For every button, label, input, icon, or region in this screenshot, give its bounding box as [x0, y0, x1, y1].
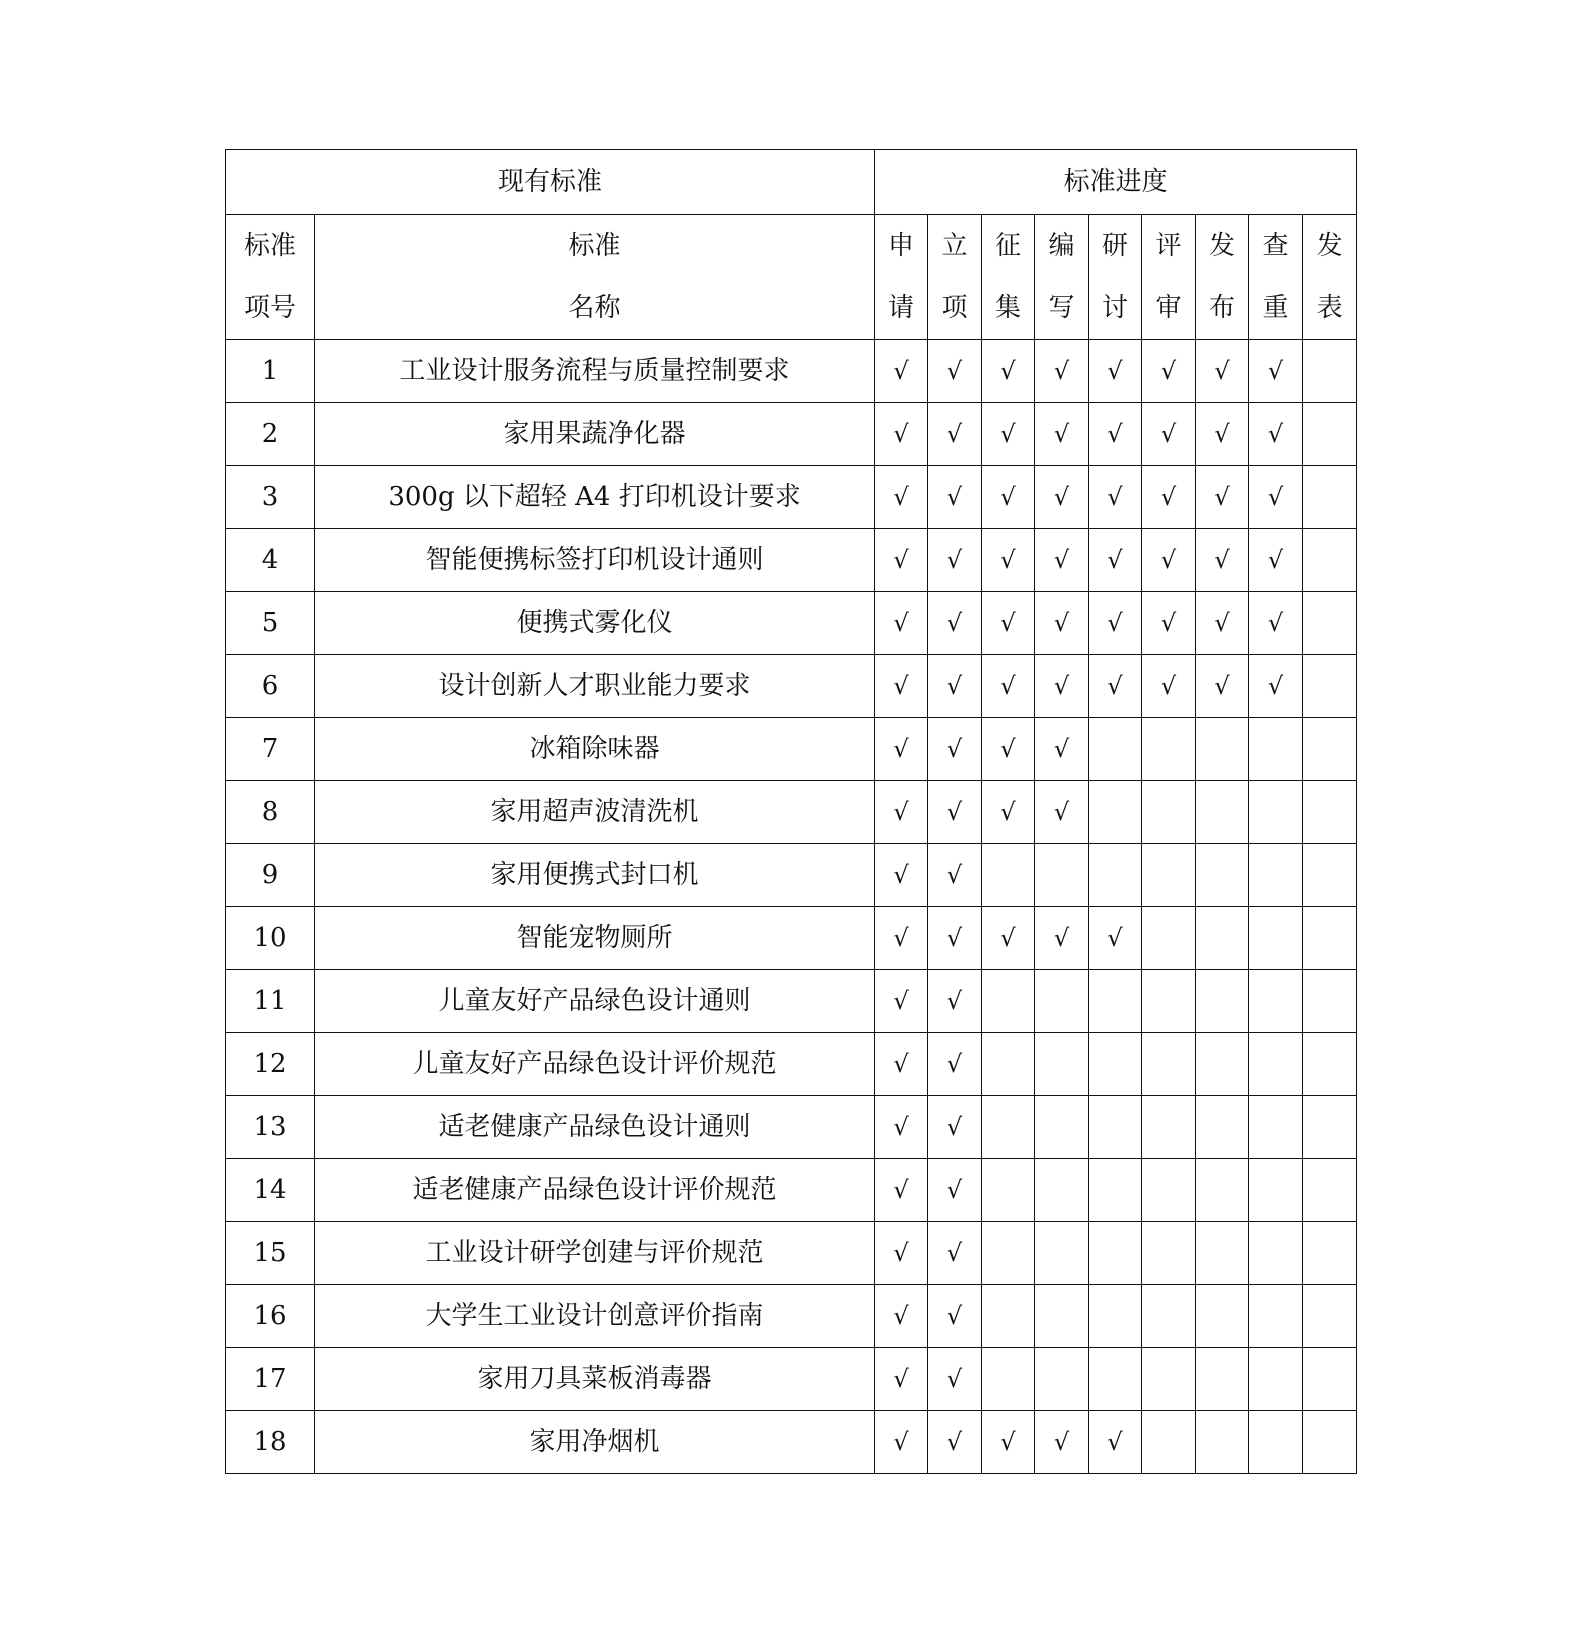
- stage-status-cell: [1142, 1096, 1196, 1159]
- stage-check-mark: √: [1249, 340, 1303, 403]
- header-name-line-2: 名称: [568, 293, 621, 323]
- row-number: 9: [226, 844, 315, 907]
- stage-status-cell: [982, 1348, 1035, 1411]
- stage-check-mark: √: [928, 718, 982, 781]
- stage-status-cell: [1142, 1159, 1196, 1222]
- stage-status-cell: [982, 1222, 1035, 1285]
- stage-status-cell: [1303, 1222, 1357, 1285]
- stage-check-mark: √: [928, 1033, 982, 1096]
- stage-status-cell: [1249, 1222, 1303, 1285]
- stage-check-mark: √: [928, 907, 982, 970]
- header-stage-5: [1142, 215, 1196, 340]
- stage-check-mark: √: [1035, 655, 1089, 718]
- row-number: 3: [226, 466, 315, 529]
- stage-status-cell: [1196, 1348, 1249, 1411]
- row-standard-name: 智能便携标签打印机设计通则: [315, 529, 875, 592]
- stage-status-cell: [1303, 1096, 1357, 1159]
- stage-status-cell: [1035, 1285, 1089, 1348]
- row-number: 11: [226, 970, 315, 1033]
- stage-status-cell: [1089, 970, 1142, 1033]
- row-standard-name: 家用便携式封口机: [315, 844, 875, 907]
- stage-check-mark: √: [875, 1285, 928, 1348]
- stage-check-mark: √: [1089, 907, 1142, 970]
- stage-check-mark: √: [875, 844, 928, 907]
- stage-status-cell: [1249, 781, 1303, 844]
- stage-status-cell: [1303, 403, 1357, 466]
- stage-status-cell: [1089, 1096, 1142, 1159]
- stage-check-mark: √: [982, 403, 1035, 466]
- stage-status-cell: [1249, 970, 1303, 1033]
- stage-status-cell: [1303, 907, 1357, 970]
- stage-check-mark: √: [928, 529, 982, 592]
- stage-status-cell: [1249, 1285, 1303, 1348]
- stage-check-mark: √: [1249, 466, 1303, 529]
- stage-status-cell: [1196, 1159, 1249, 1222]
- stage-status-cell: [1303, 970, 1357, 1033]
- stage-status-cell: [1249, 1411, 1303, 1474]
- row-standard-name: 大学生工业设计创意评价指南: [315, 1285, 875, 1348]
- stage-check-mark: √: [1196, 592, 1249, 655]
- stage-check-mark: √: [1196, 403, 1249, 466]
- stage-status-cell: [1196, 1222, 1249, 1285]
- stage-status-cell: [1035, 1348, 1089, 1411]
- row-standard-name: 冰箱除味器: [315, 718, 875, 781]
- table-row: [226, 655, 1357, 718]
- header-group-row: [226, 150, 1357, 215]
- header-stage-0: [875, 215, 928, 340]
- stage-check-mark: √: [982, 466, 1035, 529]
- row-number: 4: [226, 529, 315, 592]
- stage-status-cell: [1035, 1159, 1089, 1222]
- stage-status-cell: [1089, 1285, 1142, 1348]
- stage-status-cell: [1303, 340, 1357, 403]
- row-number: 1: [226, 340, 315, 403]
- row-standard-name: 家用超声波清洗机: [315, 781, 875, 844]
- header-stage-char: 集: [995, 293, 1022, 323]
- table-body: [226, 150, 1357, 1474]
- table-row: [226, 466, 1357, 529]
- header-stage-8: [1303, 215, 1357, 340]
- stage-check-mark: √: [1035, 403, 1089, 466]
- row-number: 17: [226, 1348, 315, 1411]
- row-number: 18: [226, 1411, 315, 1474]
- header-stage-char: 查: [1262, 231, 1289, 261]
- stage-check-mark: √: [928, 1159, 982, 1222]
- stage-check-mark: √: [982, 592, 1035, 655]
- stage-check-mark: √: [1196, 655, 1249, 718]
- header-stage-char: 研: [1102, 231, 1129, 261]
- stage-status-cell: [1142, 1222, 1196, 1285]
- row-number: 16: [226, 1285, 315, 1348]
- stage-status-cell: [1089, 718, 1142, 781]
- stage-status-cell: [1142, 1411, 1196, 1474]
- table-row: [226, 1159, 1357, 1222]
- stage-check-mark: √: [875, 655, 928, 718]
- row-standard-name: 工业设计研学创建与评价规范: [315, 1222, 875, 1285]
- stage-status-cell: [1035, 970, 1089, 1033]
- stage-status-cell: [1303, 718, 1357, 781]
- stage-check-mark: √: [875, 340, 928, 403]
- header-stage-char: 写: [1048, 293, 1075, 323]
- table-row: [226, 844, 1357, 907]
- stage-status-cell: [1142, 1033, 1196, 1096]
- row-standard-name: 家用果蔬净化器: [315, 403, 875, 466]
- header-stage-char: 讨: [1102, 293, 1129, 323]
- stage-status-cell: [1142, 718, 1196, 781]
- header-stage-7: [1249, 215, 1303, 340]
- row-standard-name: 300g 以下超轻 A4 打印机设计要求: [315, 466, 875, 529]
- stage-status-cell: [982, 1285, 1035, 1348]
- row-number: 14: [226, 1159, 315, 1222]
- header-stage-char: 请: [888, 293, 915, 323]
- stage-status-cell: [1142, 907, 1196, 970]
- stage-check-mark: √: [1196, 466, 1249, 529]
- stage-check-mark: √: [928, 1096, 982, 1159]
- stage-check-mark: √: [928, 1411, 982, 1474]
- stage-check-mark: √: [928, 592, 982, 655]
- row-number: 6: [226, 655, 315, 718]
- row-number: 12: [226, 1033, 315, 1096]
- stage-status-cell: [1303, 655, 1357, 718]
- stage-check-mark: √: [875, 1096, 928, 1159]
- table-row: [226, 1096, 1357, 1159]
- stage-status-cell: [1089, 1159, 1142, 1222]
- stage-check-mark: √: [875, 1033, 928, 1096]
- stage-check-mark: √: [1142, 403, 1196, 466]
- standards-table-wrapper: [225, 149, 1357, 1474]
- stage-check-mark: √: [875, 403, 928, 466]
- row-number: 8: [226, 781, 315, 844]
- stage-check-mark: √: [1142, 592, 1196, 655]
- stage-status-cell: [1142, 781, 1196, 844]
- table-row: [226, 718, 1357, 781]
- stage-status-cell: [1249, 1348, 1303, 1411]
- header-columns-row: [226, 215, 1357, 340]
- stage-status-cell: [1196, 907, 1249, 970]
- stage-status-cell: [1303, 781, 1357, 844]
- standards-progress-table: [225, 149, 1357, 1474]
- stage-check-mark: √: [1089, 592, 1142, 655]
- stage-check-mark: √: [928, 655, 982, 718]
- row-number: 15: [226, 1222, 315, 1285]
- header-stage-1: [928, 215, 982, 340]
- stage-check-mark: √: [1089, 340, 1142, 403]
- stage-status-cell: [1303, 466, 1357, 529]
- table-row: [226, 1033, 1357, 1096]
- stage-check-mark: √: [875, 781, 928, 844]
- stage-check-mark: √: [982, 907, 1035, 970]
- stage-status-cell: [982, 1159, 1035, 1222]
- header-stage-char: 审: [1155, 293, 1182, 323]
- stage-status-cell: [1196, 970, 1249, 1033]
- header-existing-standards: 现有标准: [226, 150, 875, 215]
- stage-check-mark: √: [875, 592, 928, 655]
- row-standard-name: 家用刀具菜板消毒器: [315, 1348, 875, 1411]
- stage-check-mark: √: [1089, 529, 1142, 592]
- header-stage-char: 表: [1316, 293, 1343, 323]
- stage-status-cell: [1249, 718, 1303, 781]
- table-row: [226, 1222, 1357, 1285]
- row-standard-name: 适老健康产品绿色设计通则: [315, 1096, 875, 1159]
- stage-status-cell: [1303, 1348, 1357, 1411]
- stage-check-mark: √: [875, 466, 928, 529]
- stage-check-mark: √: [1142, 466, 1196, 529]
- header-name-line-1: 标准: [568, 231, 621, 261]
- stage-check-mark: √: [875, 1222, 928, 1285]
- table-row: [226, 529, 1357, 592]
- stage-check-mark: √: [875, 529, 928, 592]
- stage-status-cell: [1196, 1411, 1249, 1474]
- row-standard-name: 便携式雾化仪: [315, 592, 875, 655]
- row-number: 5: [226, 592, 315, 655]
- stage-status-cell: [1142, 1348, 1196, 1411]
- stage-check-mark: √: [875, 718, 928, 781]
- stage-check-mark: √: [1142, 655, 1196, 718]
- table-row: [226, 907, 1357, 970]
- header-number-line-1: 标准: [243, 231, 296, 261]
- stage-check-mark: √: [928, 781, 982, 844]
- header-standard-name: [315, 215, 875, 340]
- stage-check-mark: √: [1035, 466, 1089, 529]
- row-standard-name: 家用净烟机: [315, 1411, 875, 1474]
- stage-check-mark: √: [875, 1159, 928, 1222]
- table-row: [226, 403, 1357, 466]
- stage-status-cell: [1035, 1033, 1089, 1096]
- row-standard-name: 工业设计服务流程与质量控制要求: [315, 340, 875, 403]
- stage-status-cell: [1142, 1285, 1196, 1348]
- stage-status-cell: [1196, 844, 1249, 907]
- stage-status-cell: [982, 844, 1035, 907]
- stage-check-mark: √: [1249, 529, 1303, 592]
- stage-status-cell: [1303, 592, 1357, 655]
- stage-check-mark: √: [875, 1411, 928, 1474]
- stage-check-mark: √: [1249, 592, 1303, 655]
- stage-status-cell: [1249, 1096, 1303, 1159]
- stage-check-mark: √: [928, 1222, 982, 1285]
- stage-status-cell: [1035, 844, 1089, 907]
- stage-status-cell: [1142, 970, 1196, 1033]
- stage-check-mark: √: [875, 1348, 928, 1411]
- header-stage-char: 立: [941, 231, 968, 261]
- stage-check-mark: √: [928, 970, 982, 1033]
- stage-status-cell: [1196, 1285, 1249, 1348]
- stage-check-mark: √: [1249, 655, 1303, 718]
- header-stage-char: 征: [995, 231, 1022, 261]
- row-number: 7: [226, 718, 315, 781]
- header-stage-char: 编: [1048, 231, 1075, 261]
- header-stage-2: [982, 215, 1035, 340]
- stage-check-mark: √: [1035, 592, 1089, 655]
- stage-check-mark: √: [1035, 907, 1089, 970]
- row-standard-name: 智能宠物厕所: [315, 907, 875, 970]
- stage-check-mark: √: [1249, 403, 1303, 466]
- row-standard-name: 适老健康产品绿色设计评价规范: [315, 1159, 875, 1222]
- stage-status-cell: [1089, 1222, 1142, 1285]
- stage-check-mark: √: [875, 907, 928, 970]
- stage-check-mark: √: [982, 655, 1035, 718]
- header-stage-char: 发: [1209, 231, 1236, 261]
- stage-status-cell: [1089, 1348, 1142, 1411]
- stage-status-cell: [1303, 1159, 1357, 1222]
- table-row: [226, 592, 1357, 655]
- header-stage-char: 项: [941, 293, 968, 323]
- stage-check-mark: √: [1196, 340, 1249, 403]
- row-number: 2: [226, 403, 315, 466]
- stage-status-cell: [1303, 1411, 1357, 1474]
- header-stage-char: 布: [1209, 293, 1236, 323]
- row-number: 10: [226, 907, 315, 970]
- header-standard-number: [226, 215, 315, 340]
- stage-check-mark: √: [1142, 340, 1196, 403]
- stage-status-cell: [1303, 844, 1357, 907]
- stage-check-mark: √: [982, 718, 1035, 781]
- stage-check-mark: √: [1089, 403, 1142, 466]
- stage-status-cell: [1142, 844, 1196, 907]
- stage-check-mark: √: [928, 340, 982, 403]
- stage-status-cell: [982, 970, 1035, 1033]
- stage-status-cell: [1303, 529, 1357, 592]
- stage-status-cell: [1196, 781, 1249, 844]
- table-row: [226, 340, 1357, 403]
- stage-status-cell: [982, 1033, 1035, 1096]
- stage-check-mark: √: [1089, 1411, 1142, 1474]
- stage-check-mark: √: [982, 781, 1035, 844]
- stage-check-mark: √: [982, 340, 1035, 403]
- stage-check-mark: √: [875, 970, 928, 1033]
- stage-check-mark: √: [1035, 718, 1089, 781]
- stage-check-mark: √: [1035, 1411, 1089, 1474]
- stage-status-cell: [1303, 1285, 1357, 1348]
- stage-check-mark: √: [928, 466, 982, 529]
- stage-check-mark: √: [1142, 529, 1196, 592]
- header-stage-char: 申: [888, 231, 915, 261]
- stage-status-cell: [1089, 1033, 1142, 1096]
- row-number: 13: [226, 1096, 315, 1159]
- header-standard-progress: 标准进度: [875, 150, 1357, 215]
- table-row: [226, 970, 1357, 1033]
- stage-check-mark: √: [928, 844, 982, 907]
- stage-status-cell: [1196, 1096, 1249, 1159]
- row-standard-name: 设计创新人才职业能力要求: [315, 655, 875, 718]
- stage-status-cell: [1089, 844, 1142, 907]
- stage-status-cell: [1035, 1096, 1089, 1159]
- stage-status-cell: [1035, 1222, 1089, 1285]
- stage-check-mark: √: [1035, 781, 1089, 844]
- header-number-line-2: 项号: [243, 293, 296, 323]
- stage-check-mark: √: [928, 1285, 982, 1348]
- header-stage-3: [1035, 215, 1089, 340]
- header-stage-char: 评: [1155, 231, 1182, 261]
- stage-check-mark: √: [1089, 655, 1142, 718]
- stage-status-cell: [1249, 1159, 1303, 1222]
- row-standard-name: 儿童友好产品绿色设计评价规范: [315, 1033, 875, 1096]
- header-stage-char: 发: [1316, 231, 1343, 261]
- stage-status-cell: [1249, 907, 1303, 970]
- stage-check-mark: √: [1196, 529, 1249, 592]
- stage-check-mark: √: [982, 1411, 1035, 1474]
- stage-status-cell: [1196, 718, 1249, 781]
- stage-status-cell: [1249, 1033, 1303, 1096]
- table-row: [226, 781, 1357, 844]
- stage-status-cell: [982, 1096, 1035, 1159]
- stage-check-mark: √: [928, 1348, 982, 1411]
- stage-status-cell: [1303, 1033, 1357, 1096]
- header-stage-6: [1196, 215, 1249, 340]
- header-stage-char: 重: [1262, 293, 1289, 323]
- table-row: [226, 1411, 1357, 1474]
- stage-check-mark: √: [1089, 466, 1142, 529]
- header-stage-4: [1089, 215, 1142, 340]
- stage-check-mark: √: [982, 529, 1035, 592]
- table-row: [226, 1285, 1357, 1348]
- table-row: [226, 1348, 1357, 1411]
- stage-check-mark: √: [1035, 529, 1089, 592]
- stage-check-mark: √: [1035, 340, 1089, 403]
- stage-status-cell: [1196, 1033, 1249, 1096]
- stage-status-cell: [1089, 781, 1142, 844]
- stage-status-cell: [1249, 844, 1303, 907]
- row-standard-name: 儿童友好产品绿色设计通则: [315, 970, 875, 1033]
- stage-check-mark: √: [928, 403, 982, 466]
